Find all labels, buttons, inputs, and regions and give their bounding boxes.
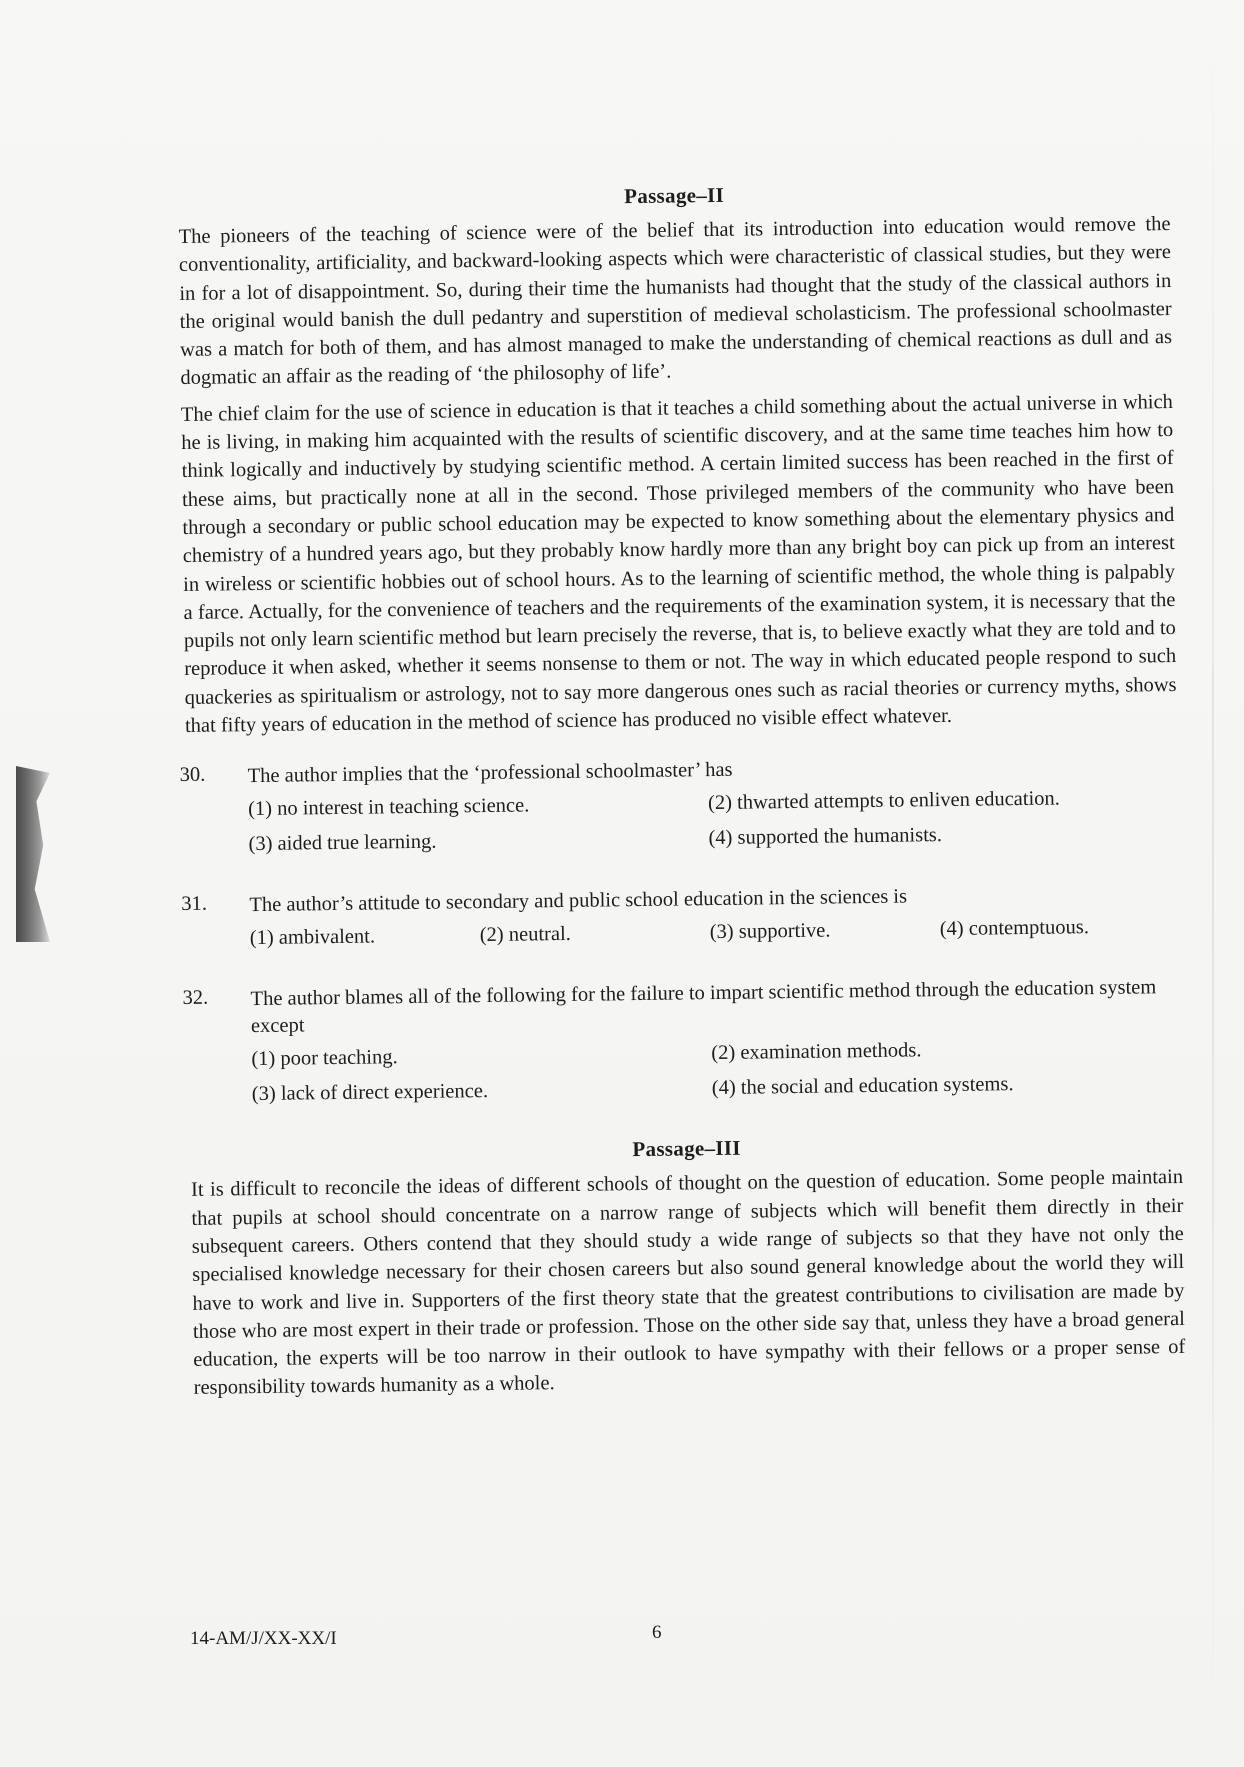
- answer-options: [248, 784, 1179, 858]
- passage-2-title: Passage–II: [624, 182, 725, 209]
- option-3: (3) supportive.: [709, 919, 831, 944]
- option-2: (2) examination methods.: [711, 1039, 922, 1065]
- question-stem: The author’s attitude to secondary and public school education in the sciences is: [249, 885, 908, 917]
- passage-2-paragraph-2: The chief claim for the use of science in education is that it teaches a child something about the actual universe in which he is living, in making him acquainted with the results of scientific discovery, and at the same time teaches him how to think logically and inductively by studying scientific method. A certain limited success has been reached in the first of these aims, but practically none at all in the second. Those privileged members of the community who have been through a secondary or public school education may be expected to know something about the elementary physics and chemistry of a hundred years ago, but they probably know hardly more than any bright boy can pick up from an interest in wireless or scientific hobbies out of school hours. As to the learning of scientific method, the whole thing is palpably a farce. Actually, for the convenience of teachers and the requirements of the examination system, it is necessary that the pupils not only learn scientific method but learn precisely the reverse, that is, to believe exactly what they are told and to reproduce it when asked, whether it seems nonsense to them or not. The way in which educated people respond to such quackeries as spiritualism or astrology, not to say more dangerous ones such as racial theories or currency myths, shows that fifty years of education in the method of science has produced no visible effect whatever.: [180, 390, 1177, 737]
- question-32: [182, 974, 1182, 1109]
- option-2: (2) thwarted attempts to enliven education.: [707, 787, 1061, 815]
- question-number: 32.: [182, 987, 209, 1010]
- option-1: (1) no interest in teaching science.: [247, 794, 530, 821]
- page-edge-shadow: [1212, 0, 1214, 1767]
- question-31: [181, 880, 1180, 953]
- passage-3-title: Passage–III: [632, 1136, 741, 1162]
- question-stem: The author blames all of the following for the failure to impart scientific method through the education system except: [250, 976, 1157, 1038]
- answer-options: [251, 1034, 1182, 1108]
- passage-3-paragraph-1: It is difficult to reconcile the ideas of different schools of thought on the question of education. Some people maintain that pupils at school should concentrate on a narrow range of subjects which will benefit them directly in their subsequent careers. Others contend that they should study a wide range of subjects so that they have not only the specialised knowledge necessary for their chosen careers but also sound general knowledge about the world they will have to work and live in. Supporters of the first theory state that the greatest contributions to civilisation are made by those who are most expert in their trade or profession. Those on the other side say that, unless they have a broad general education, the experts will be too narrow in their outlook to have sympathy with their fellows or a proper sense of responsibility towards humanity as a whole.: [190, 1166, 1186, 1400]
- option-3: (3) lack of direct experience.: [251, 1080, 489, 1106]
- option-1: (1) poor teaching.: [251, 1046, 398, 1071]
- passage-2-paragraph-1: The pioneers of the teaching of science were of the belief that its introduction into education would remove the conventionality, artificiality, and backward-looking aspects which were characteristic of classical studies, but they were in for a lot of disappointment. So, during their time the humanists had thought that the study of the classical authors in the original would banish the dull pedantry and superstition of medieval scholasticism. The professional schoolmaster was a match for both of them, and has almost managed to make the understanding of chemical reactions as dull and as dogmatic an affair as the reading of ‘the philosophy of life’.: [178, 213, 1173, 390]
- passage-3: [190, 1130, 1185, 1402]
- option-4: (4) the social and education systems.: [711, 1073, 1014, 1100]
- answer-options: [250, 913, 1180, 952]
- option-4: (4) supported the humanists.: [708, 824, 943, 850]
- question-30: [179, 751, 1179, 859]
- paper-code: 14-AM/J/XX-XX/I: [190, 1628, 337, 1649]
- page-content: [178, 177, 1186, 1411]
- page-number: 6: [652, 1622, 662, 1643]
- option-1: (1) ambivalent.: [249, 925, 376, 950]
- question-number: 31.: [181, 893, 208, 916]
- option-3: (3) aided true learning.: [248, 831, 437, 856]
- passage-2: [178, 177, 1177, 740]
- option-4: (4) contemptuous.: [939, 916, 1090, 941]
- option-2: (2) neutral.: [479, 923, 571, 947]
- scan-artifact: [16, 766, 50, 942]
- question-stem: The author implies that the ‘professional schoolmaster’ has: [247, 759, 733, 788]
- question-number: 30.: [179, 764, 206, 787]
